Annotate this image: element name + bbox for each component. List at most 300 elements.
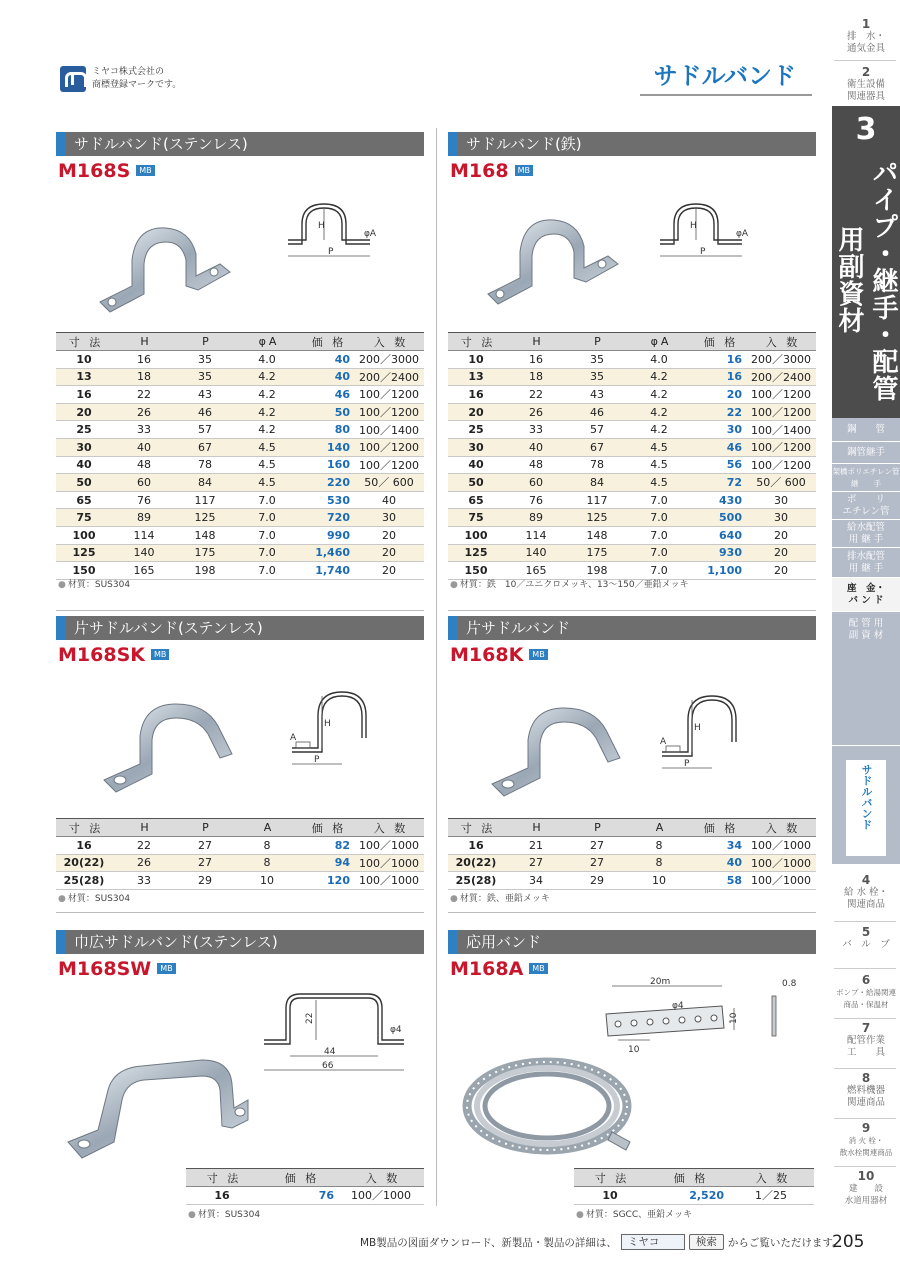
search-field[interactable]: ミヤコ bbox=[621, 1234, 685, 1250]
size-cell: 16 bbox=[448, 386, 508, 404]
table-cell: 35 bbox=[176, 351, 238, 369]
table-cell: 7.0 bbox=[238, 491, 300, 509]
table-cell: 40 bbox=[116, 438, 176, 456]
side-item-7[interactable] bbox=[832, 1022, 900, 1059]
side-divider bbox=[834, 1018, 896, 1019]
size-cell: 16 bbox=[56, 386, 116, 404]
table-cell: 4.2 bbox=[630, 403, 692, 421]
size-cell: 50 bbox=[56, 474, 116, 492]
model-code: M168S bbox=[58, 160, 131, 182]
section-title-m168s: サドルバンド(ステンレス) bbox=[56, 132, 424, 156]
table-cell: 29 bbox=[176, 872, 238, 890]
size-cell: 50 bbox=[448, 474, 508, 492]
sub-tab-washer-band[interactable] bbox=[832, 578, 900, 612]
wide-saddle-band-photo bbox=[62, 1050, 252, 1162]
table-cell: 26 bbox=[508, 403, 568, 421]
section-divider bbox=[56, 912, 424, 913]
perforated-band-roll-photo bbox=[462, 1052, 632, 1156]
dim-label-44: 44 bbox=[324, 1047, 336, 1057]
price-cell: 50 bbox=[300, 403, 358, 421]
table-header-row bbox=[56, 819, 424, 837]
table-cell: 7.0 bbox=[238, 509, 300, 527]
side-item-4[interactable] bbox=[832, 874, 900, 911]
half-saddle-band-iron-photo bbox=[484, 700, 624, 804]
size-cell: 10 bbox=[56, 351, 116, 369]
col-header: 入 数 bbox=[732, 1169, 814, 1187]
table-cell: 100／1400 bbox=[750, 421, 816, 439]
table-cell: 16 bbox=[116, 351, 176, 369]
side-item-label: 関連商品 bbox=[846, 1097, 885, 1108]
sub-tab-label: 座 金・ bbox=[846, 582, 885, 594]
table-cell: 21 bbox=[508, 837, 568, 855]
dim-label-p: P bbox=[314, 755, 320, 765]
price-cell: 46 bbox=[692, 438, 750, 456]
table-cell: 1／25 bbox=[732, 1187, 814, 1205]
side-divider bbox=[834, 1118, 896, 1119]
side-main-title: パイプ・継手・配管用副資材 bbox=[834, 158, 898, 402]
dim-label-phia: φA bbox=[364, 229, 377, 239]
table-cell: 7.0 bbox=[238, 544, 300, 562]
price-cell: 1,460 bbox=[300, 544, 358, 562]
table-cell: 48 bbox=[508, 456, 568, 474]
logo-caption bbox=[92, 66, 181, 92]
table-cell: 117 bbox=[568, 491, 630, 509]
sub-tab-label: 排水配管 bbox=[846, 550, 885, 562]
dim-label-phi4: φ4 bbox=[390, 1025, 402, 1035]
table-header-row bbox=[448, 819, 816, 837]
table-cell: 30 bbox=[750, 509, 816, 527]
size-cell: 100 bbox=[56, 526, 116, 544]
col-header: H bbox=[508, 333, 568, 351]
price-cell: 530 bbox=[300, 491, 358, 509]
table-cell: 30 bbox=[750, 491, 816, 509]
col-header: φA bbox=[238, 333, 300, 351]
current-section-label: サドルバンド bbox=[846, 760, 886, 856]
table-cell: 7.0 bbox=[630, 562, 692, 580]
price-cell: 94 bbox=[300, 854, 358, 872]
side-item-2[interactable] bbox=[832, 66, 900, 103]
sub-tab-label: ポ リ bbox=[846, 493, 885, 505]
table-cell: 125 bbox=[176, 509, 238, 527]
section-title-m168sk: 片サドルバンド(ステンレス) bbox=[56, 616, 424, 640]
model-number-m168sw bbox=[58, 958, 176, 980]
table-row bbox=[56, 456, 424, 474]
side-divider bbox=[834, 968, 896, 969]
side-item-label: 散水栓関連商品 bbox=[839, 1148, 893, 1157]
table-cell: 26 bbox=[116, 403, 176, 421]
spec-table-m168sk bbox=[56, 818, 424, 890]
col-header: 入 数 bbox=[750, 333, 816, 351]
table-cell: 16 bbox=[508, 351, 568, 369]
price-cell: 72 bbox=[692, 474, 750, 492]
model-number-m168a bbox=[450, 958, 548, 980]
table-row bbox=[448, 421, 816, 439]
side-item-number: 9 bbox=[861, 1121, 871, 1135]
table-cell: 4.5 bbox=[238, 456, 300, 474]
table-cell: 100／1200 bbox=[358, 386, 424, 404]
table-row bbox=[448, 386, 816, 404]
sub-tab-label: 継 手 bbox=[851, 478, 881, 488]
dim-label-p: P bbox=[328, 247, 334, 257]
mb-badge: MB bbox=[515, 165, 533, 176]
col-header: H bbox=[116, 819, 176, 837]
price-cell: 34 bbox=[692, 837, 750, 855]
side-item-8[interactable] bbox=[832, 1072, 900, 1109]
table-cell: 4.0 bbox=[238, 351, 300, 369]
page-number: 205 bbox=[832, 1232, 865, 1252]
dim-label-h: H bbox=[690, 221, 697, 231]
table-cell: 200／2400 bbox=[750, 368, 816, 386]
dim-label-h: H bbox=[694, 723, 701, 733]
table-cell: 50／ 600 bbox=[750, 474, 816, 492]
side-item-number: 1 bbox=[861, 17, 871, 31]
price-cell: 140 bbox=[300, 438, 358, 456]
material-note-m168s: ● 材質：SUS304 bbox=[58, 577, 130, 590]
size-cell: 40 bbox=[448, 456, 508, 474]
table-cell: 198 bbox=[568, 562, 630, 580]
size-cell: 30 bbox=[56, 438, 116, 456]
side-item-6[interactable] bbox=[832, 974, 900, 1011]
table-cell: 67 bbox=[176, 438, 238, 456]
table-cell: 100／1400 bbox=[358, 421, 424, 439]
footer-text: MB製品の図面ダウンロード、新製品・製品の詳細は、 bbox=[360, 1236, 617, 1249]
table-cell: 4.2 bbox=[238, 421, 300, 439]
sub-tab-label: 用 継 手 bbox=[848, 533, 884, 545]
sub-tab-label: 鋼 管 bbox=[846, 423, 885, 435]
model-number-m168k bbox=[450, 644, 548, 666]
size-cell: 25(28) bbox=[448, 872, 508, 890]
side-item-number: 8 bbox=[861, 1071, 871, 1085]
col-header: 価 格 bbox=[262, 1169, 342, 1187]
size-cell: 25 bbox=[448, 421, 508, 439]
table-cell: 8 bbox=[238, 837, 300, 855]
table-cell: 20 bbox=[358, 526, 424, 544]
column-divider bbox=[436, 128, 437, 1206]
saddle-band-photo bbox=[86, 220, 236, 320]
table-row bbox=[56, 474, 424, 492]
size-cell: 25(28) bbox=[56, 872, 116, 890]
size-cell: 20(22) bbox=[56, 854, 116, 872]
table-cell: 35 bbox=[568, 351, 630, 369]
size-cell: 125 bbox=[448, 544, 508, 562]
table-header-row bbox=[56, 333, 424, 351]
sub-tab-drain-fittings[interactable] bbox=[832, 548, 900, 578]
table-cell: 4.2 bbox=[238, 403, 300, 421]
price-cell: 500 bbox=[692, 509, 750, 527]
table-cell: 114 bbox=[116, 526, 176, 544]
size-cell: 65 bbox=[448, 491, 508, 509]
size-cell: 125 bbox=[56, 544, 116, 562]
table-cell: 50／ 600 bbox=[358, 474, 424, 492]
dim-label-phia: φA bbox=[736, 229, 749, 239]
saddle-band-dimension-drawing bbox=[278, 196, 388, 264]
table-cell: 175 bbox=[568, 544, 630, 562]
side-item-label: 給 水 栓・ bbox=[843, 887, 889, 898]
table-cell: 200／3000 bbox=[750, 351, 816, 369]
table-cell: 60 bbox=[508, 474, 568, 492]
side-main-number: 3 bbox=[855, 112, 877, 147]
section-divider bbox=[56, 610, 424, 611]
price-cell: 46 bbox=[300, 386, 358, 404]
side-item-number: 2 bbox=[861, 65, 871, 79]
table-cell: 100／1200 bbox=[358, 403, 424, 421]
footer-text: からご覧いただけます。 bbox=[727, 1236, 843, 1249]
table-cell: 35 bbox=[568, 368, 630, 386]
table-cell: 27 bbox=[568, 854, 630, 872]
table-cell: 89 bbox=[508, 509, 568, 527]
table-cell: 100／1200 bbox=[750, 456, 816, 474]
sub-tab-steel-pipe[interactable] bbox=[832, 418, 900, 442]
table-cell: 7.0 bbox=[238, 562, 300, 580]
size-cell: 20 bbox=[448, 403, 508, 421]
table-cell: 200／3000 bbox=[358, 351, 424, 369]
table-cell: 140 bbox=[116, 544, 176, 562]
price-cell: 720 bbox=[300, 509, 358, 527]
sub-tab-piping-materials[interactable] bbox=[832, 612, 900, 746]
size-cell: 16 bbox=[448, 837, 508, 855]
section-divider bbox=[448, 912, 816, 913]
table-cell: 148 bbox=[568, 526, 630, 544]
table-cell: 78 bbox=[568, 456, 630, 474]
col-header: P bbox=[176, 333, 238, 351]
size-cell: 10 bbox=[448, 351, 508, 369]
table-cell: 4.5 bbox=[630, 474, 692, 492]
dim-label-pitch-10: 10 bbox=[628, 1045, 640, 1055]
sub-tab-water-supply-fittings[interactable] bbox=[832, 520, 900, 548]
table-cell: 46 bbox=[568, 403, 630, 421]
table-cell: 140 bbox=[508, 544, 568, 562]
table-cell: 10 bbox=[238, 872, 300, 890]
price-cell: 220 bbox=[300, 474, 358, 492]
side-item-label: 商品・保温材 bbox=[843, 1000, 889, 1009]
size-cell: 75 bbox=[56, 509, 116, 527]
table-cell: 175 bbox=[176, 544, 238, 562]
sub-tab-label: 配 管 用 bbox=[848, 618, 884, 629]
table-cell: 4.5 bbox=[238, 474, 300, 492]
col-header: 入 数 bbox=[358, 333, 424, 351]
table-cell: 18 bbox=[116, 368, 176, 386]
table-cell: 27 bbox=[176, 837, 238, 855]
dim-label-p: P bbox=[684, 759, 690, 769]
size-cell: 16 bbox=[186, 1187, 262, 1205]
wide-saddle-band-dimension-drawing bbox=[258, 990, 418, 1074]
sub-tab-pex-fittings[interactable] bbox=[832, 464, 900, 492]
spec-table-m168k bbox=[448, 818, 816, 890]
side-item-number: 10 bbox=[857, 1169, 875, 1183]
table-row bbox=[56, 351, 424, 369]
dim-label-20m: 20m bbox=[650, 977, 671, 987]
table-cell: 100／1200 bbox=[750, 403, 816, 421]
price-cell: 30 bbox=[692, 421, 750, 439]
side-item-label: バ ル ブ bbox=[842, 939, 890, 950]
half-saddle-band-iron-dimension-drawing bbox=[648, 690, 768, 780]
table-row bbox=[56, 837, 424, 855]
size-cell: 65 bbox=[56, 491, 116, 509]
side-divider bbox=[834, 1068, 896, 1069]
size-cell: 25 bbox=[56, 421, 116, 439]
table-cell: 4.2 bbox=[630, 421, 692, 439]
dim-label-a: A bbox=[290, 733, 297, 743]
model-number-m168sk bbox=[58, 644, 169, 666]
price-cell: 430 bbox=[692, 491, 750, 509]
table-cell: 43 bbox=[176, 386, 238, 404]
table-cell: 29 bbox=[568, 872, 630, 890]
table-row bbox=[186, 1187, 424, 1205]
price-cell: 80 bbox=[300, 421, 358, 439]
logo-caption-line2: 商標登録マークです。 bbox=[92, 80, 182, 90]
current-section-marker bbox=[832, 746, 900, 864]
side-item-number: 7 bbox=[861, 1021, 871, 1035]
table-row bbox=[56, 368, 424, 386]
model-code: M168K bbox=[450, 644, 524, 666]
table-cell: 20 bbox=[358, 544, 424, 562]
table-cell: 7.0 bbox=[630, 526, 692, 544]
table-cell: 114 bbox=[508, 526, 568, 544]
table-cell: 4.2 bbox=[630, 368, 692, 386]
table-cell: 4.2 bbox=[238, 368, 300, 386]
side-item-1[interactable] bbox=[832, 18, 900, 55]
col-header: 価 格 bbox=[300, 819, 358, 837]
table-row bbox=[448, 509, 816, 527]
col-header: 入 数 bbox=[358, 819, 424, 837]
col-header: 価 格 bbox=[300, 333, 358, 351]
price-cell: 76 bbox=[262, 1187, 342, 1205]
price-cell: 20 bbox=[692, 386, 750, 404]
col-header: φA bbox=[630, 333, 692, 351]
price-cell: 1,740 bbox=[300, 562, 358, 580]
table-cell: 18 bbox=[508, 368, 568, 386]
col-header: A bbox=[630, 819, 692, 837]
table-cell: 100／1200 bbox=[750, 386, 816, 404]
table-row bbox=[56, 438, 424, 456]
side-item-3-active[interactable] bbox=[832, 106, 900, 418]
table-cell: 22 bbox=[116, 837, 176, 855]
col-header: 寸 法 bbox=[56, 333, 116, 351]
saddle-band-iron-dimension-drawing bbox=[650, 196, 760, 264]
table-row bbox=[448, 456, 816, 474]
dim-label-phi4: φ4 bbox=[672, 1001, 684, 1011]
table-cell: 100／1000 bbox=[750, 854, 816, 872]
sub-tab-polyethylene[interactable] bbox=[832, 492, 900, 520]
size-cell: 150 bbox=[56, 562, 116, 580]
table-cell: 34 bbox=[508, 872, 568, 890]
price-cell: 82 bbox=[300, 837, 358, 855]
table-cell: 27 bbox=[176, 854, 238, 872]
table-header-row bbox=[574, 1169, 814, 1187]
table-cell: 165 bbox=[508, 562, 568, 580]
table-row bbox=[448, 474, 816, 492]
table-cell: 22 bbox=[116, 386, 176, 404]
col-header: P bbox=[176, 819, 238, 837]
price-cell: 990 bbox=[300, 526, 358, 544]
table-row bbox=[448, 526, 816, 544]
sub-tab-pipe-fittings[interactable] bbox=[832, 442, 900, 464]
dim-label-h: H bbox=[324, 719, 331, 729]
model-code: M168SK bbox=[58, 644, 145, 666]
table-cell: 76 bbox=[116, 491, 176, 509]
table-row bbox=[56, 403, 424, 421]
side-item-label: 関連商品 bbox=[846, 899, 885, 910]
table-row bbox=[448, 491, 816, 509]
table-cell: 100／1200 bbox=[750, 438, 816, 456]
saddle-band-iron-photo bbox=[474, 212, 624, 312]
side-item-label: ポンプ・給湯関連 bbox=[836, 988, 896, 997]
table-row bbox=[448, 837, 816, 855]
table-cell: 33 bbox=[116, 421, 176, 439]
table-cell: 100／1000 bbox=[342, 1187, 424, 1205]
table-header-row bbox=[448, 333, 816, 351]
table-cell: 100／1200 bbox=[358, 438, 424, 456]
table-cell: 60 bbox=[116, 474, 176, 492]
table-cell: 84 bbox=[568, 474, 630, 492]
model-number-m168 bbox=[450, 160, 533, 182]
table-cell: 4.0 bbox=[630, 351, 692, 369]
spec-table-m168 bbox=[448, 332, 816, 580]
table-row bbox=[448, 368, 816, 386]
price-cell: 58 bbox=[692, 872, 750, 890]
side-item-label: 配管作業 bbox=[846, 1035, 885, 1046]
mb-badge: MB bbox=[529, 649, 547, 660]
table-cell: 57 bbox=[568, 421, 630, 439]
table-cell: 78 bbox=[176, 456, 238, 474]
search-button[interactable]: 検索 bbox=[689, 1234, 724, 1250]
side-item-label: 工 具 bbox=[846, 1047, 885, 1058]
col-header: H bbox=[508, 819, 568, 837]
miyako-logo bbox=[60, 66, 86, 92]
side-divider bbox=[834, 60, 896, 61]
side-item-label: 消 火 栓・ bbox=[848, 1136, 884, 1145]
side-item-9[interactable] bbox=[832, 1122, 900, 1159]
model-code: M168 bbox=[450, 160, 509, 182]
col-header: A bbox=[238, 819, 300, 837]
spec-table-m168a bbox=[574, 1168, 814, 1205]
table-cell: 100／1000 bbox=[750, 872, 816, 890]
table-row bbox=[448, 544, 816, 562]
table-cell: 40 bbox=[508, 438, 568, 456]
size-cell: 100 bbox=[448, 526, 508, 544]
table-cell: 100／1000 bbox=[358, 872, 424, 890]
table-row bbox=[56, 854, 424, 872]
material-note-m168sk: ● 材質：SUS304 bbox=[58, 891, 130, 904]
table-cell: 22 bbox=[508, 386, 568, 404]
table-cell: 100／1000 bbox=[750, 837, 816, 855]
col-header: 価 格 bbox=[650, 1169, 732, 1187]
table-cell: 100／1000 bbox=[358, 837, 424, 855]
sub-tab-label: エチレン管 bbox=[842, 505, 890, 517]
size-cell: 150 bbox=[448, 562, 508, 580]
dim-label-a: A bbox=[660, 737, 667, 747]
side-item-label: 関連器具 bbox=[846, 91, 885, 102]
dim-label-0.8: 0.8 bbox=[782, 979, 797, 989]
side-item-5[interactable] bbox=[832, 926, 900, 951]
col-header: 寸 法 bbox=[56, 819, 116, 837]
table-cell: 84 bbox=[176, 474, 238, 492]
table-cell: 46 bbox=[176, 403, 238, 421]
table-row bbox=[56, 544, 424, 562]
size-cell: 10 bbox=[574, 1187, 650, 1205]
side-divider bbox=[834, 1166, 896, 1167]
footer-info bbox=[360, 1234, 843, 1250]
table-cell: 7.0 bbox=[630, 544, 692, 562]
sub-tab-label: 架橋ポリエチレン管 bbox=[832, 466, 900, 476]
price-cell: 40 bbox=[300, 351, 358, 369]
section-divider bbox=[448, 610, 816, 611]
side-item-10[interactable] bbox=[832, 1170, 900, 1207]
table-row bbox=[56, 386, 424, 404]
size-cell: 20 bbox=[56, 403, 116, 421]
table-cell: 33 bbox=[508, 421, 568, 439]
price-cell: 56 bbox=[692, 456, 750, 474]
